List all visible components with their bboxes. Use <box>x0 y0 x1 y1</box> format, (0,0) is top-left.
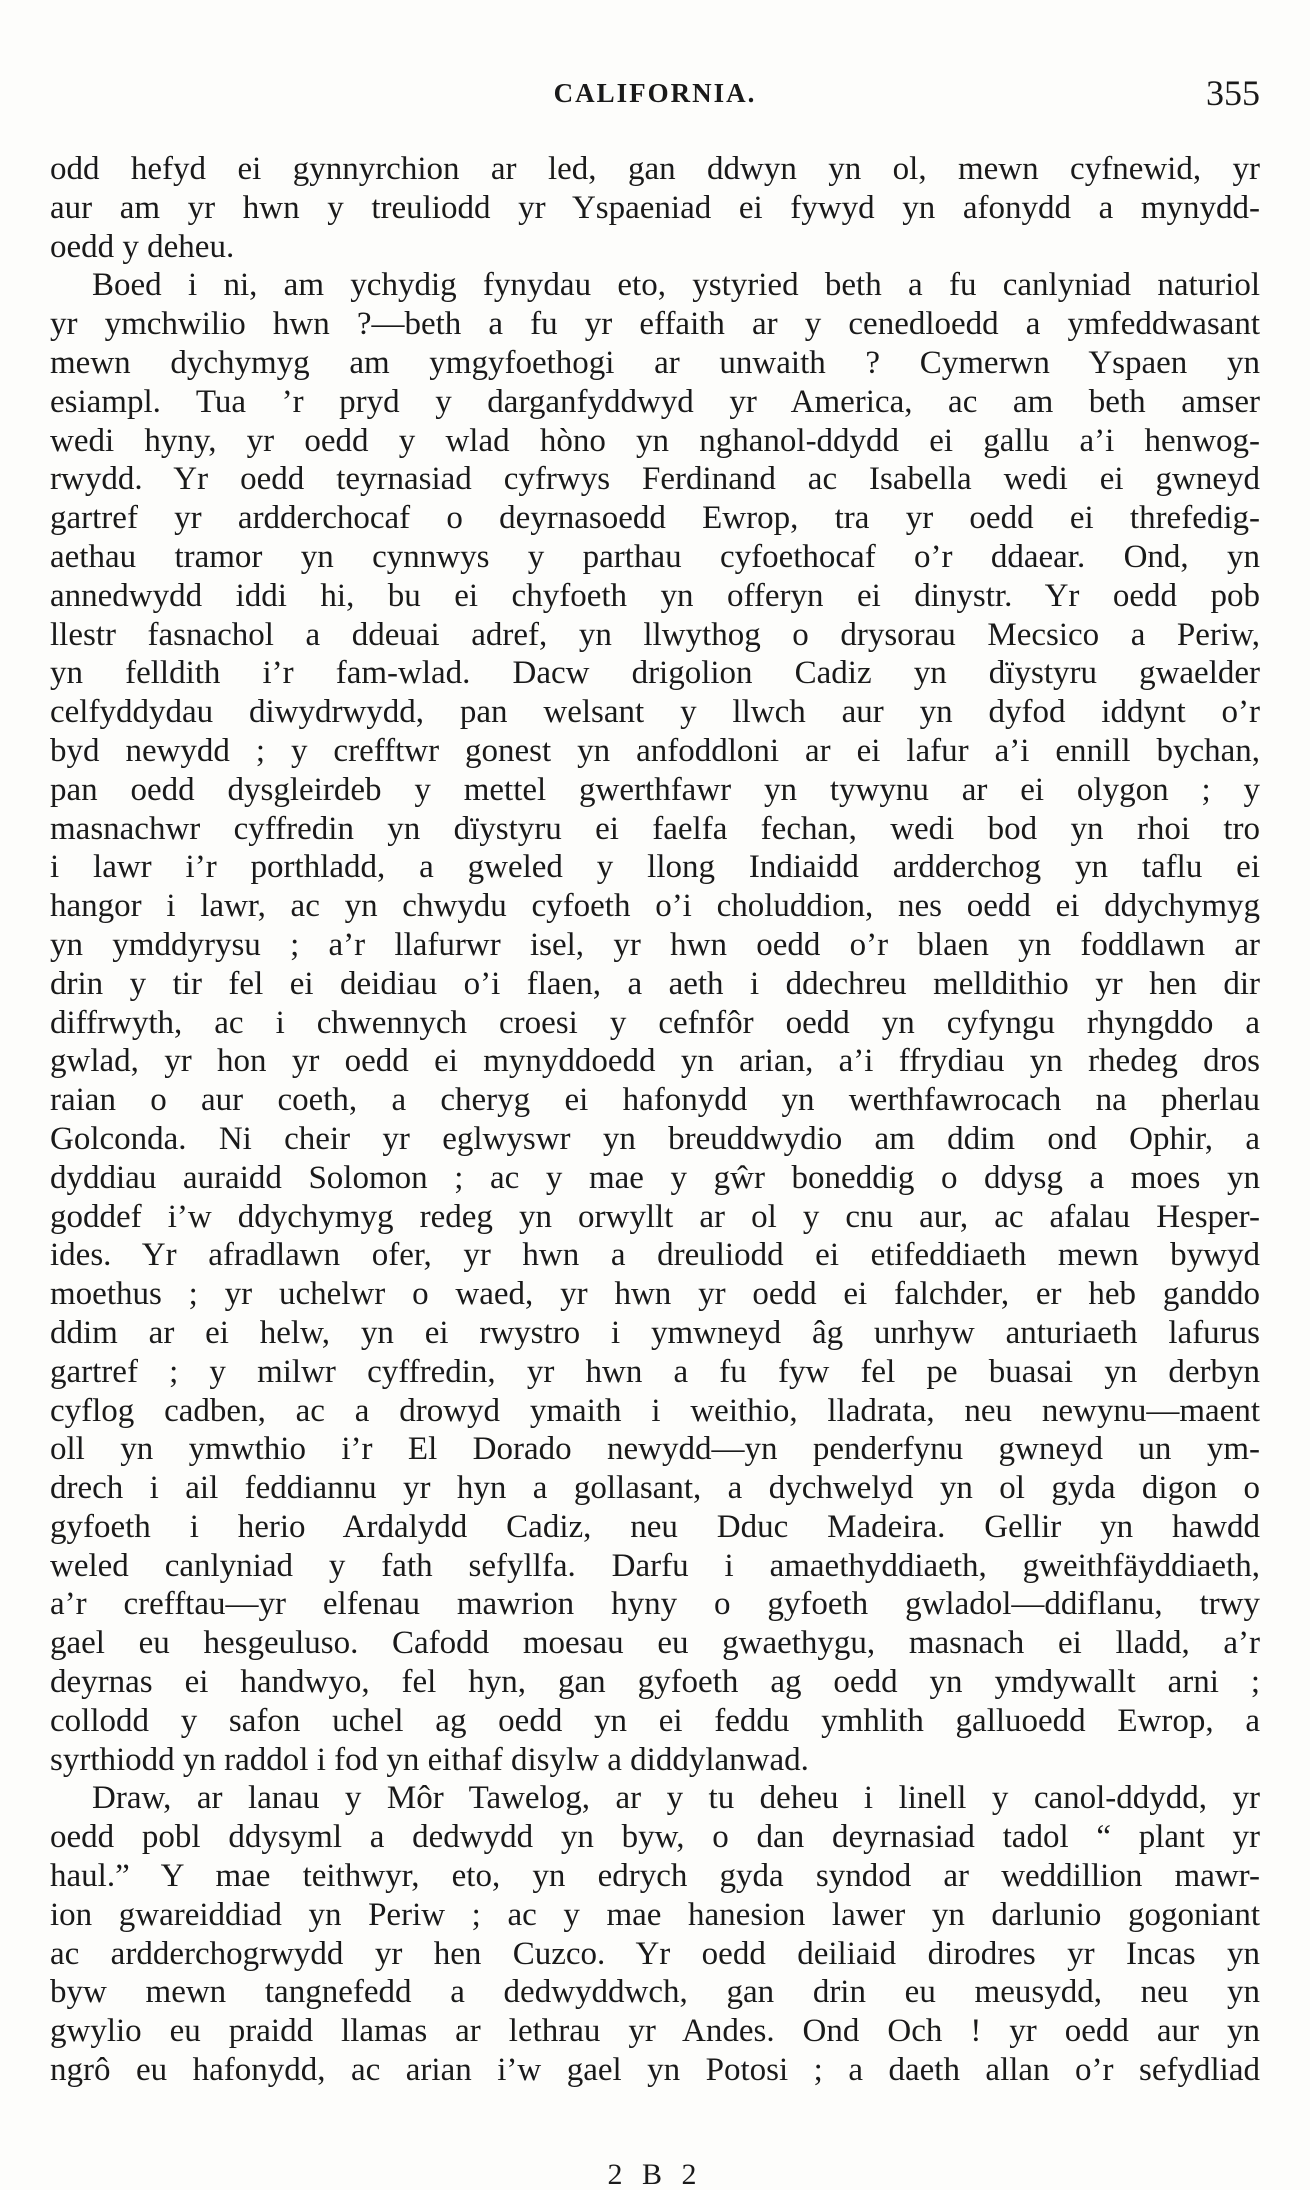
text-line: drin y tir fel ei deidiau o’i flaen, a aeth i ddechreu melldithio yr hen dir <box>50 965 1260 1002</box>
text-line: drech i ail feddiannu yr hyn a gollasant, a dychwelyd yn ol gyda digon o <box>50 1470 1260 1507</box>
paragraph-start-line: Draw, ar lanau y Môr Tawelog, ar y tu deheu i linell y canol-ddydd, yr <box>92 1780 1260 1817</box>
text-line: annedwydd iddi hi, bu ei chyfoeth yn offeryn ei dinystr. Yr oedd pob <box>50 577 1260 614</box>
text-line: cyflog cadben, ac a drowyd ymaith i weithio, lladrata, neu newynu—maent <box>50 1392 1260 1429</box>
text-line: a’r crefftau—yr elfenau mawrion hyny o gyfoeth gwladol—ddiflanu, trwy <box>50 1586 1260 1623</box>
text-line: byd newydd ; y crefftwr gonest yn anfoddloni ar ei lafur a’i ennill bychan, <box>50 732 1260 769</box>
text-line: masnachwr cyffredin yn dïystyru ei faelfa fechan, wedi bod yn rhoi tro <box>50 810 1260 847</box>
text-line: ion gwareiddiad yn Periw ; ac y mae hanesion lawer yn darlunio gogoniant <box>50 1896 1260 1933</box>
text-line: dyddiau auraidd Solomon ; ac y mae y gŵr boneddig o ddysg a moes yn <box>50 1159 1260 1196</box>
text-line: haul.” Y mae teithwyr, eto, yn edrych gyda syndod ar weddillion mawr- <box>50 1858 1260 1895</box>
text-line: ddim ar ei helw, yn ei rwystro i ymwneyd âg unrhyw anturiaeth lafurus <box>50 1314 1260 1351</box>
text-line: i lawr i’r porthladd, a gweled y llong Indiaidd ardderchog yn taflu ei <box>50 849 1260 886</box>
text-line: collodd y safon uchel ag oedd yn ei feddu ymhlith galluoedd Ewrop, a <box>50 1702 1260 1739</box>
text-line: oedd y deheu. <box>50 228 235 265</box>
text-line: llestr fasnachol a ddeuai adref, yn llwythog o drysorau Mecsico a Periw, <box>50 616 1260 653</box>
text-line: ac ardderchogrwydd yr hen Cuzco. Yr oedd deiliaid dirodres yr Incas yn <box>50 1935 1260 1972</box>
text-line: ides. Yr afradlawn ofer, yr hwn a dreuliodd ei etifeddiaeth mewn bywyd <box>50 1237 1260 1274</box>
text-line: weled canlyniad y fath sefyllfa. Darfu i amaethyddiaeth, gweithfäyddiaeth, <box>50 1547 1260 1584</box>
text-line: byw mewn tangnefedd a dedwyddwch, gan drin eu meusydd, neu yn <box>50 1974 1260 2011</box>
text-line: odd hefyd ei gynnyrchion ar led, gan ddwyn yn ol, mewn cyfnewid, yr <box>50 151 1260 187</box>
text-line: moethus ; yr uchelwr o waed, yr hwn yr oedd ei falchder, er heb ganddo <box>50 1276 1260 1313</box>
text-line: gartref ; y milwr cyffredin, yr hwn a fu fyw fel pe buasai yn derbyn <box>50 1353 1260 1390</box>
running-header <box>50 72 1260 122</box>
text-line: raian o aur coeth, a cheryg ei hafonydd yn werthfawrocach na pherlau <box>50 1082 1260 1119</box>
paragraph-start-line: Boed i ni, am ychydig fynydau eto, ystyried beth a fu canlyniad naturiol <box>92 267 1260 304</box>
text-line: diffrwyth, ac i chwennych croesi y cefnfôr oedd yn cyfyngu rhyngddo a <box>50 1004 1260 1041</box>
text-line: yn felldith i’r fam-wlad. Dacw drigolion Cadiz yn dïystyru gwaelder <box>50 655 1260 692</box>
text-line: wedi hyny, yr oedd y wlad hòno yn nghanol-ddydd ei gallu a’i henwog- <box>50 422 1260 459</box>
body-text <box>50 150 1260 2090</box>
text-line: aethau tramor yn cynnwys y parthau cyfoethocaf o’r ddaear. Ond, yn <box>50 538 1260 575</box>
text-line: esiampl. Tua ’r pryd y darganfyddwyd yr America, ac am beth amser <box>50 383 1260 420</box>
text-line: Golconda. Ni cheir yr eglwyswr yn breuddwydio am ddim ond Ophir, a <box>50 1120 1260 1157</box>
text-line: rwydd. Yr oedd teyrnasiad cyfrwys Ferdinand ac Isabella wedi ei gwneyd <box>50 461 1260 498</box>
text-line: gwylio eu praidd llamas ar lethrau yr Andes. Ond Och ! yr oedd aur yn <box>50 2013 1260 2050</box>
text-line: mewn dychymyg am ymgyfoethogi ar unwaith ? Cymerwn Yspaen yn <box>50 344 1260 381</box>
text-line: celfyddydau diwydrwydd, pan welsant y llwch aur yn dyfod iddynt o’r <box>50 694 1260 731</box>
text-line: pan oedd dysgleirdeb y mettel gwerthfawr yn tywynu ar ei olygon ; y <box>50 771 1260 808</box>
running-title: CALIFORNIA. <box>553 78 757 108</box>
text-line: yr ymchwilio hwn ?—beth a fu yr effaith ar y cenedloedd a ymfeddwasant <box>50 306 1260 343</box>
text-line: gwlad, yr hon yr oedd ei mynyddoedd yn arian, a’i ffrydiau yn rhedeg dros <box>50 1043 1260 1080</box>
page-number: 355 <box>1206 73 1260 113</box>
text-line: aur am yr hwn y treuliodd yr Yspaeniad ei fywyd yn afonydd a mynydd- <box>50 189 1260 226</box>
text-line: ngrô eu hafonydd, ac arian i’w gael yn Potosi ; a daeth allan o’r sefydliad <box>50 2052 1260 2089</box>
text-line: syrthiodd yn raddol i fod yn eithaf disylw a diddylanwad. <box>50 1741 809 1778</box>
text-line: yn ymddyrysu ; a’r llafurwr isel, yr hwn oedd o’r blaen yn foddlawn ar <box>50 926 1260 963</box>
text-line: deyrnas ei handwyo, fel hyn, gan gyfoeth ag oedd yn ymdywallt arni ; <box>50 1664 1260 1701</box>
text-line: gyfoeth i herio Ardalydd Cadiz, neu Dduc Madeira. Gellir yn hawdd <box>50 1508 1260 1545</box>
signature-mark: 2 B 2 <box>607 2158 703 2191</box>
text-line: hangor i lawr, ac yn chwydu cyfoeth o’i choluddion, nes oedd ei ddychymyg <box>50 888 1260 925</box>
text-line: oedd pobl ddysyml a dedwydd yn byw, o dan deyrnasiad tadol “ plant yr <box>50 1819 1260 1856</box>
text-line: goddef i’w ddychymyg redeg yn orwyllt ar ol y cnu aur, ac afalau Hesper- <box>50 1198 1260 1235</box>
text-line: gartref yr ardderchocaf o deyrnasoedd Ewrop, tra yr oedd ei threfedig- <box>50 500 1260 537</box>
text-line: oll yn ymwthio i’r El Dorado newydd—yn penderfynu gwneyd un ym- <box>50 1431 1260 1468</box>
text-line: gael eu hesgeuluso. Cafodd moesau eu gwaethygu, masnach ei lladd, a’r <box>50 1625 1260 1662</box>
